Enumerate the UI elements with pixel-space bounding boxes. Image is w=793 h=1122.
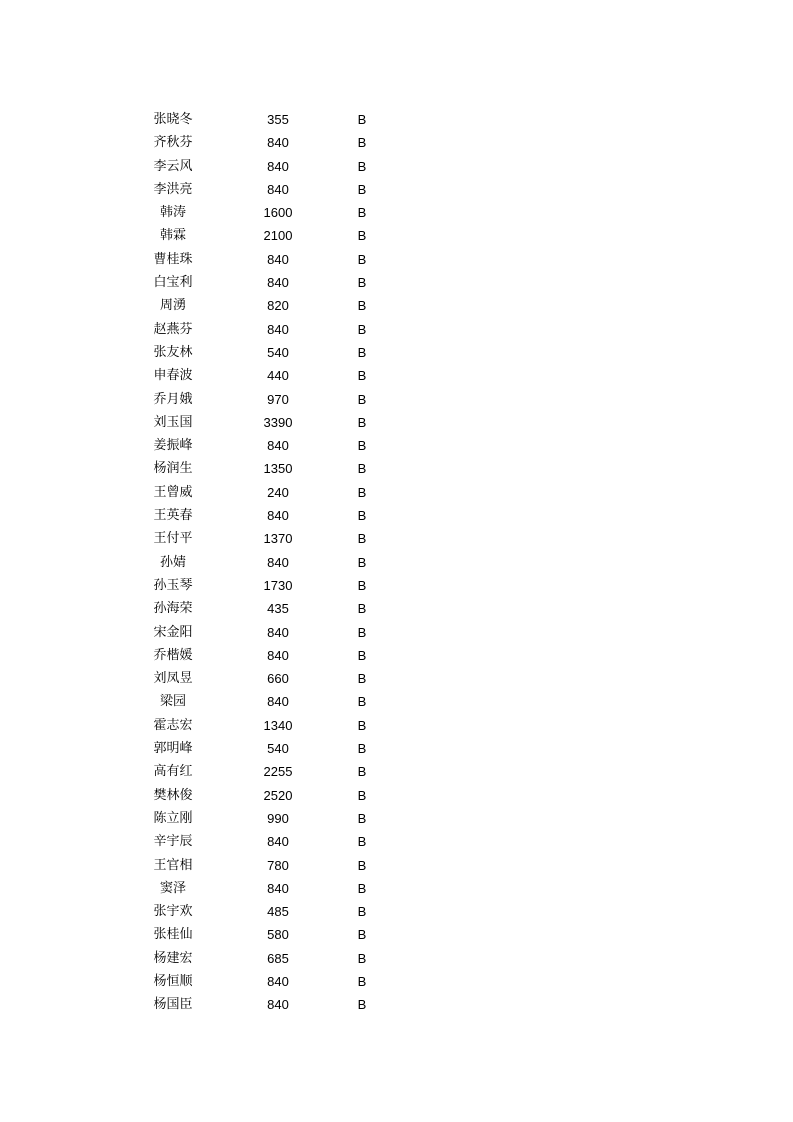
amount-cell: 840 — [267, 647, 289, 663]
name-cell: 王官相 — [153, 857, 193, 873]
grade-cell: B — [357, 624, 367, 640]
amount-cell: 840 — [267, 624, 289, 640]
name-cell: 韩涛 — [159, 205, 186, 221]
grade-cell: B — [357, 741, 367, 757]
table-row — [0, 551, 793, 574]
name-cell: 乔楷媛 — [153, 647, 193, 663]
table-row — [0, 527, 793, 550]
name-cell: 孙玉琴 — [153, 577, 193, 593]
table-row — [0, 807, 793, 830]
name-cell: 李云风 — [153, 158, 193, 174]
table-row — [0, 504, 793, 527]
grade-cell: B — [357, 251, 367, 267]
table-row — [0, 690, 793, 713]
name-cell: 张友林 — [153, 344, 193, 360]
name-cell: 赵燕芬 — [153, 321, 193, 337]
grade-cell: B — [357, 135, 367, 151]
table-row — [0, 877, 793, 900]
grade-cell: B — [357, 997, 367, 1013]
table-row — [0, 248, 793, 271]
table-row — [0, 201, 793, 224]
amount-cell: 840 — [267, 275, 289, 291]
table-row — [0, 341, 793, 364]
grade-cell: B — [357, 205, 367, 221]
amount-cell: 1730 — [263, 577, 293, 593]
amount-cell: 840 — [267, 880, 289, 896]
amount-cell: 355 — [267, 112, 289, 127]
table-row — [0, 597, 793, 620]
grade-cell: B — [357, 368, 367, 384]
name-cell: 陈立刚 — [153, 810, 193, 826]
table-row — [0, 854, 793, 877]
table-row — [0, 434, 793, 457]
name-cell: 杨恒顺 — [153, 973, 193, 989]
amount-cell: 840 — [267, 694, 289, 710]
table-row — [0, 364, 793, 387]
table-row — [0, 737, 793, 760]
amount-cell: 840 — [267, 158, 289, 174]
name-cell: 申春波 — [153, 368, 193, 384]
grade-cell: B — [357, 181, 367, 197]
amount-cell: 840 — [267, 181, 289, 197]
name-cell: 王付平 — [153, 531, 193, 547]
grade-cell: B — [357, 787, 367, 803]
amount-cell: 840 — [267, 554, 289, 570]
table-row — [0, 644, 793, 667]
grade-cell: B — [357, 391, 367, 407]
amount-cell: 580 — [267, 927, 289, 943]
grade-cell: B — [357, 577, 367, 593]
amount-cell: 2255 — [263, 764, 293, 780]
amount-cell: 2100 — [263, 228, 293, 244]
amount-cell: 1370 — [263, 531, 293, 547]
name-cell: 樊林俊 — [153, 787, 193, 803]
name-cell: 霍志宏 — [153, 717, 193, 733]
amount-cell: 820 — [267, 298, 289, 314]
table-row — [0, 155, 793, 178]
amount-cell: 440 — [267, 368, 289, 384]
name-cell: 窦泽 — [159, 880, 186, 896]
table-row — [0, 760, 793, 783]
grade-cell: B — [357, 228, 367, 244]
amount-cell: 540 — [267, 344, 289, 360]
name-cell: 杨建宏 — [153, 950, 193, 966]
table-row — [0, 388, 793, 411]
amount-cell: 685 — [267, 950, 289, 966]
name-cell: 高有红 — [153, 764, 193, 780]
table-row — [0, 318, 793, 341]
grade-cell: B — [357, 834, 367, 850]
grade-cell: B — [357, 484, 367, 500]
grade-cell: B — [357, 810, 367, 826]
grade-cell: B — [357, 973, 367, 989]
amount-cell: 840 — [267, 251, 289, 267]
grade-cell: B — [357, 531, 367, 547]
amount-cell: 840 — [267, 997, 289, 1013]
amount-cell: 840 — [267, 973, 289, 989]
grade-cell: B — [357, 764, 367, 780]
name-cell: 刘凤昱 — [153, 671, 193, 687]
amount-cell: 840 — [267, 438, 289, 454]
name-cell: 宋金阳 — [153, 624, 193, 640]
name-cell: 杨润生 — [153, 461, 193, 477]
table-row — [0, 900, 793, 923]
grade-cell: B — [357, 857, 367, 873]
table-row — [0, 830, 793, 853]
table-row — [0, 481, 793, 504]
table-row — [0, 621, 793, 644]
table-row — [0, 294, 793, 317]
amount-cell: 2520 — [263, 787, 293, 803]
amount-cell: 840 — [267, 508, 289, 524]
name-cell: 杨国臣 — [153, 997, 193, 1013]
table-row — [0, 411, 793, 434]
table-row — [0, 970, 793, 993]
amount-cell: 3390 — [263, 414, 293, 430]
grade-cell: B — [357, 717, 367, 733]
table-row — [0, 271, 793, 294]
data-table — [0, 108, 793, 1017]
grade-cell: B — [357, 671, 367, 687]
name-cell: 孙海荣 — [153, 601, 193, 617]
amount-cell: 540 — [267, 741, 289, 757]
amount-cell: 1340 — [263, 717, 293, 733]
grade-cell: B — [357, 298, 367, 314]
name-cell: 乔月娥 — [153, 391, 193, 407]
grade-cell: B — [357, 880, 367, 896]
grade-cell: B — [357, 461, 367, 477]
amount-cell: 240 — [267, 484, 289, 500]
table-row — [0, 993, 793, 1016]
name-cell: 孙婧 — [159, 554, 186, 570]
name-cell: 张宇欢 — [153, 904, 193, 920]
table-row — [0, 224, 793, 247]
grade-cell: B — [357, 321, 367, 337]
name-cell: 刘玉国 — [153, 414, 193, 430]
amount-cell: 970 — [267, 391, 289, 407]
grade-cell: B — [357, 275, 367, 291]
name-cell: 姜振峰 — [153, 438, 193, 454]
name-cell: 王英春 — [153, 508, 193, 524]
grade-cell: B — [357, 158, 367, 174]
name-cell: 王曾威 — [153, 484, 193, 500]
name-cell: 梁园 — [159, 694, 186, 710]
name-cell: 辛宇辰 — [153, 834, 193, 850]
amount-cell: 990 — [267, 810, 289, 826]
amount-cell: 435 — [267, 601, 289, 617]
table-row — [0, 108, 793, 131]
amount-cell: 485 — [267, 904, 289, 920]
name-cell: 李洪亮 — [153, 181, 193, 197]
name-cell: 齐秋芬 — [153, 135, 193, 151]
table-row — [0, 784, 793, 807]
table-row — [0, 923, 793, 946]
grade-cell: B — [357, 344, 367, 360]
table-row — [0, 947, 793, 970]
table-row — [0, 457, 793, 480]
grade-cell: B — [357, 554, 367, 570]
amount-cell: 1350 — [263, 461, 293, 477]
name-cell: 韩霖 — [159, 228, 186, 244]
grade-cell: B — [357, 414, 367, 430]
table-row — [0, 131, 793, 154]
amount-cell: 1600 — [263, 205, 293, 221]
grade-cell: B — [357, 438, 367, 454]
amount-cell: 780 — [267, 857, 289, 873]
amount-cell: 840 — [267, 321, 289, 337]
table-row — [0, 714, 793, 737]
name-cell: 张晓冬 — [153, 112, 193, 127]
grade-cell: B — [357, 647, 367, 663]
grade-cell: B — [357, 508, 367, 524]
amount-cell: 840 — [267, 135, 289, 151]
name-cell: 白宝利 — [153, 275, 193, 291]
table-row — [0, 574, 793, 597]
name-cell: 曹桂珠 — [153, 251, 193, 267]
grade-cell: B — [357, 904, 367, 920]
grade-cell: B — [357, 601, 367, 617]
amount-cell: 840 — [267, 834, 289, 850]
table-row — [0, 667, 793, 690]
grade-cell: B — [357, 927, 367, 943]
name-cell: 张桂仙 — [153, 927, 193, 943]
amount-cell: 660 — [267, 671, 289, 687]
name-cell: 郭明峰 — [153, 741, 193, 757]
grade-cell: B — [357, 950, 367, 966]
table-row — [0, 178, 793, 201]
name-cell: 周湧 — [159, 298, 186, 314]
grade-cell: B — [357, 112, 367, 127]
grade-cell: B — [357, 694, 367, 710]
